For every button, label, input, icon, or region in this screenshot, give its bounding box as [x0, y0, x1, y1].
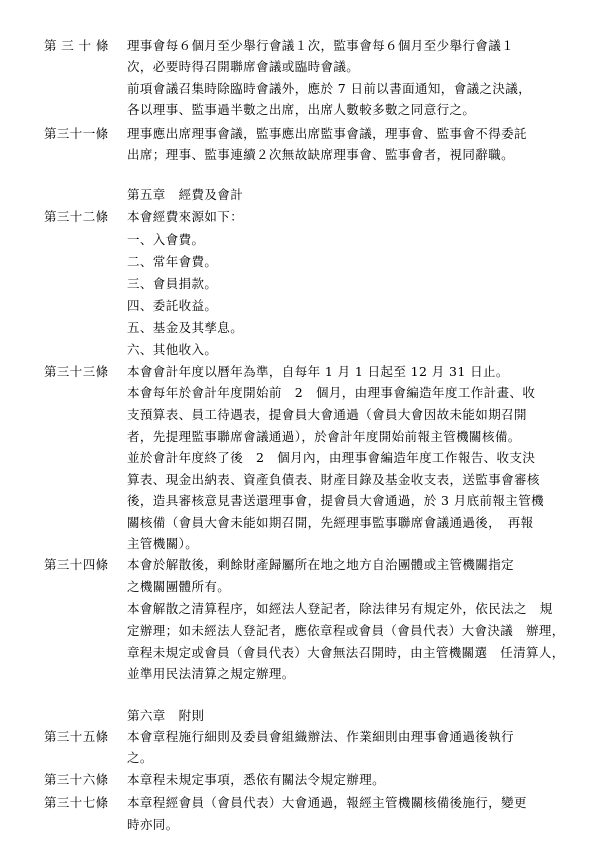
- article-34-label: 第三十四條: [44, 557, 109, 572]
- article-32-item: 五、基金及其孳息。: [127, 320, 244, 335]
- article-33-line: 本會會計年度以曆年為準，自每年 1 月 1 日起至 12 月 31 日止。: [127, 364, 509, 379]
- article-32-item: 四、委託收益。: [127, 298, 218, 313]
- article-31-line: 理事應出席理事會議，監事應出席監事會議，理事會、監事會不得委託: [127, 126, 527, 141]
- article-33-label: 第三十三條: [44, 364, 109, 379]
- article-35-line: 之。: [127, 750, 153, 765]
- article-37-line: 時亦同。: [127, 817, 179, 832]
- article-33-line: 本會每年於會計年度開始前 2 個月，由理事會編造年度工作計畫、收: [127, 385, 536, 400]
- chapter-5-heading: 第五章 經費及會計: [127, 187, 244, 202]
- article-32-line: 本會經費來源如下：: [127, 209, 244, 224]
- article-32-item: 六、其他收入。: [127, 342, 218, 357]
- article-32-item: 一、入會費。: [127, 232, 205, 247]
- article-31-label: 第三十一條: [44, 126, 109, 141]
- article-32-item: 三、會員捐款。: [127, 276, 218, 291]
- article-32-item: 二、常年會費。: [127, 254, 218, 269]
- chapter-6-heading: 第六章 附則: [127, 708, 205, 723]
- article-36-label: 第三十六條: [44, 772, 109, 787]
- article-31-line: 出席；理事、監事連續２次無故缺席理事會、監事會者，視同辭職。: [127, 147, 515, 162]
- article-30-line: 前項會議召集時除臨時會議外，應於 7 日前以書面通知，會議之決議，: [127, 81, 532, 96]
- article-30-line: 理事會每６個月至少舉行會議１次，監事會每６個月至少舉行會議１: [127, 38, 515, 53]
- article-33-line: 主管機關）。: [127, 536, 199, 551]
- article-35-line: 本會章程施行細則及委員會組織辦法、作業細則由理事會通過後執行: [127, 729, 515, 744]
- article-30-label: 第 三 十 條: [44, 38, 109, 53]
- article-33-line: 者，先提理監事聯席會議通過），於會計年度開始前報主管機關核備。: [127, 429, 521, 444]
- article-33-line: 並於會計年度終了後 2 個月內，由理事會編造年度工作報告、收支決: [127, 450, 536, 465]
- article-36-line: 本章程未規定事項，悉依有關法令規定辦理。: [127, 772, 386, 787]
- article-34-line: 章程未規定或會員（會員代表）大會無法召開時，由主管機關選 任清算人，: [127, 645, 565, 660]
- article-33-line: 算表、現金出納表、資產負債表、財產目錄及基金收支表，送監事會審核: [127, 472, 540, 487]
- article-35-label: 第三十五條: [44, 729, 109, 744]
- article-30-line: 次，必要時得召開聯席會議或臨時會議。: [127, 59, 360, 74]
- article-37-line: 本章程經會員（會員代表）大會通過，報經主管機關核備後施行，變更: [127, 795, 527, 810]
- article-33-line: 支預算表、員工待遇表，提會員大會通過（會員大會因故未能如期召開: [127, 407, 527, 422]
- article-34-line: 本會於解散後，剩餘財產歸屬所在地之地方自治團體或主管機關指定: [127, 557, 515, 572]
- article-34-line: 定辦理；如未經法人登記者，應依章程或會員（會員代表）大會決議 辦理，: [127, 623, 565, 638]
- article-32-label: 第三十二條: [44, 209, 109, 224]
- article-37-label: 第三十七條: [44, 795, 109, 810]
- article-33-line: 關核備（會員大會未能如期召開，先經理事監事聯席會議通過後， 再報: [127, 515, 534, 530]
- article-34-line: 並準用民法清算之規定辦理。: [127, 666, 295, 681]
- article-34-line: 本會解散之清算程序，如經法人登記者，除法律另有規定外，依民法之 規: [127, 601, 553, 616]
- article-34-line: 之機關團體所有。: [127, 579, 231, 594]
- article-33-line: 後，造具審核意見書送還理事會，提會員大會通過，於 3 月底前報主管機: [127, 493, 545, 508]
- article-30-line: 各以理事、監事過半數之出席，出席人數較多數之同意行之。: [127, 102, 476, 117]
